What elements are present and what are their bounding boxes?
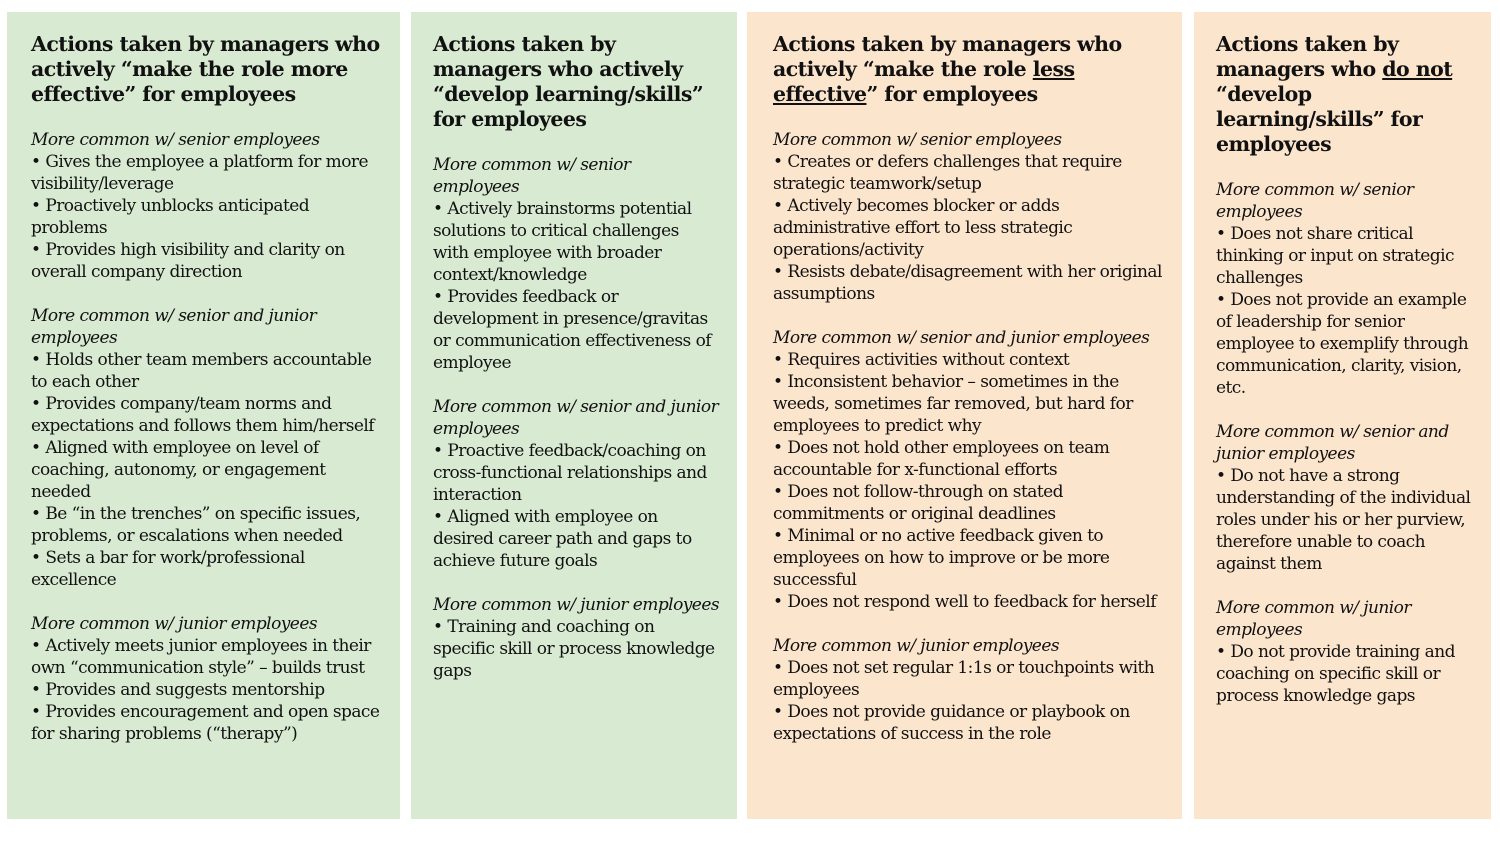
list-item: • Proactive feedback/coaching on cross-functional relationships and interaction bbox=[433, 440, 719, 506]
list-item: • Do not provide training and coaching on specific skill or process knowledge gaps bbox=[1216, 641, 1473, 707]
column-title: Actions taken by managers who actively “develop learning/skills” for employees bbox=[433, 32, 704, 131]
list-item: • Inconsistent behavior – sometimes in the weeds, sometimes far removed, but hard for employees to predict why bbox=[773, 371, 1164, 437]
list-item: • Provides feedback or development in presence/gravitas or communication effectiveness of employee bbox=[433, 286, 719, 374]
section-heading: More common w/ senior employees bbox=[433, 155, 631, 197]
list-item: • Actively brainstorms potential solutions to critical challenges with employee with broader context/knowledge bbox=[433, 198, 719, 286]
list-item: • Does not set regular 1:1s or touchpoints with employees bbox=[773, 657, 1164, 701]
section-heading: More common w/ senior and junior employees bbox=[773, 328, 1150, 348]
section-senior-junior bbox=[773, 327, 1164, 613]
title-emphasis: less effective bbox=[773, 57, 1075, 106]
list-item: • Does not hold other employees on team accountable for x-functional efforts bbox=[773, 437, 1164, 481]
list-item: • Creates or defers challenges that require strategic teamwork/setup bbox=[773, 151, 1164, 195]
list-item: • Requires activities without context bbox=[773, 349, 1164, 371]
list-item: • Provides and suggests mentorship bbox=[31, 679, 382, 701]
list-item: • Does not provide guidance or playbook on expectations of success in the role bbox=[773, 701, 1164, 745]
list-item: • Sets a bar for work/professional excellence bbox=[31, 547, 382, 591]
list-item: • Does not share critical thinking or input on strategic challenges bbox=[1216, 223, 1473, 289]
list-item: • Resists debate/disagreement with her original assumptions bbox=[773, 261, 1164, 305]
list-item: • Proactively unblocks anticipated problems bbox=[31, 195, 382, 239]
section-heading: More common w/ senior and junior employees bbox=[31, 306, 317, 348]
section-senior bbox=[31, 129, 382, 283]
list-item: • Do not have a strong understanding of the individual roles under his or her purview, therefore unable to coach against them bbox=[1216, 465, 1473, 575]
section-senior-junior bbox=[31, 305, 382, 591]
section-heading: More common w/ junior employees bbox=[773, 636, 1060, 656]
column-title: Actions taken by managers who actively “make the role more effective” for employees bbox=[31, 32, 380, 106]
list-item: • Provides company/team norms and expectations and follows them him/herself bbox=[31, 393, 382, 437]
column-not-develop-actions bbox=[1194, 12, 1491, 819]
section-heading: More common w/ junior employees bbox=[1216, 598, 1411, 640]
section-heading: More common w/ senior and junior employees bbox=[433, 397, 719, 439]
column-less-effective-actions bbox=[747, 12, 1182, 819]
list-item: • Actively meets junior employees in their own “communication style” – builds trust bbox=[31, 635, 382, 679]
column-effective-actions bbox=[7, 12, 400, 819]
section-junior bbox=[1216, 597, 1473, 707]
section-senior bbox=[1216, 179, 1473, 399]
section-senior bbox=[773, 129, 1164, 305]
section-senior-junior bbox=[1216, 421, 1473, 575]
section-heading: More common w/ senior and junior employees bbox=[1216, 422, 1449, 464]
section-heading: More common w/ junior employees bbox=[31, 614, 318, 634]
section-senior bbox=[433, 154, 719, 374]
section-junior bbox=[433, 594, 719, 682]
section-heading: More common w/ senior employees bbox=[31, 130, 320, 150]
list-item: • Gives the employee a platform for more visibility/leverage bbox=[31, 151, 382, 195]
section-heading: More common w/ senior employees bbox=[773, 130, 1062, 150]
list-item: • Actively becomes blocker or adds administrative effort to less strategic operations/activity bbox=[773, 195, 1164, 261]
list-item: • Be “in the trenches” on specific issues, problems, or escalations when needed bbox=[31, 503, 382, 547]
section-heading: More common w/ senior employees bbox=[1216, 180, 1414, 222]
section-junior bbox=[31, 613, 382, 745]
section-junior bbox=[773, 635, 1164, 745]
list-item: • Aligned with employee on level of coaching, autonomy, or engagement needed bbox=[31, 437, 382, 503]
column-title: Actions taken by managers who do not “develop learning/skills” for employees bbox=[1216, 32, 1453, 156]
list-item: • Aligned with employee on desired career path and gaps to achieve future goals bbox=[433, 506, 719, 572]
list-item: • Does not respond well to feedback for herself bbox=[773, 591, 1164, 613]
section-heading: More common w/ junior employees bbox=[433, 595, 720, 615]
title-emphasis: do not bbox=[1382, 57, 1453, 81]
list-item: • Does not provide an example of leadership for senior employee to exemplify through communication, clarity, vision, etc. bbox=[1216, 289, 1473, 399]
list-item: • Training and coaching on specific skill or process knowledge gaps bbox=[433, 616, 719, 682]
list-item: • Does not follow-through on stated commitments or original deadlines bbox=[773, 481, 1164, 525]
list-item: • Holds other team members accountable to each other bbox=[31, 349, 382, 393]
list-item: • Minimal or no active feedback given to employees on how to improve or be more successful bbox=[773, 525, 1164, 591]
section-senior-junior bbox=[433, 396, 719, 572]
column-develop-actions bbox=[411, 12, 737, 819]
list-item: • Provides encouragement and open space for sharing problems (“therapy”) bbox=[31, 701, 382, 745]
list-item: • Provides high visibility and clarity on overall company direction bbox=[31, 239, 382, 283]
column-title: Actions taken by managers who actively “make the role less effective” for employees bbox=[773, 32, 1122, 106]
